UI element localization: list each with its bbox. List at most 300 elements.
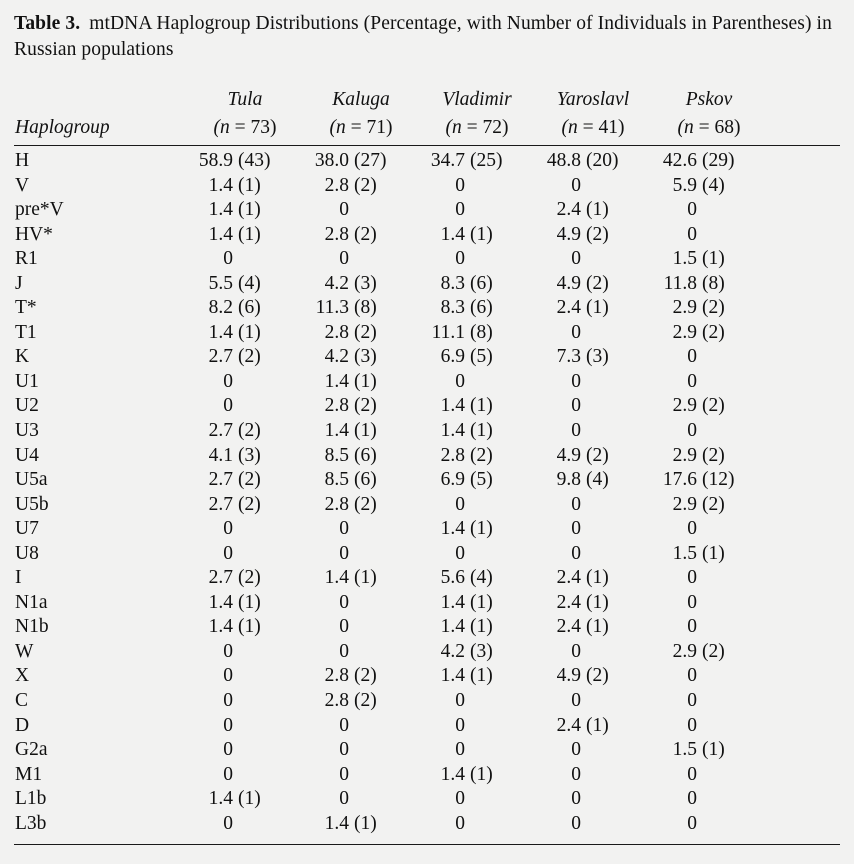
table-row: [14, 322, 840, 347]
percentage-value: 2.8: [324, 223, 349, 245]
individual-count: (3): [470, 640, 493, 662]
individual-count: (1): [470, 591, 493, 613]
table-row: [14, 543, 840, 568]
percentage-value: 2.8: [324, 690, 349, 712]
individual-count: (2): [238, 469, 261, 491]
data-cell: [535, 665, 651, 687]
percentage-value: 0: [455, 812, 465, 834]
percentage-value: 42.6: [662, 150, 697, 171]
individual-count: (1): [354, 370, 377, 392]
percentage-value: 0: [571, 812, 581, 834]
individual-count: (6): [354, 444, 377, 466]
data-cell: [419, 616, 535, 638]
percentage-value: 0: [687, 616, 697, 638]
individual-count: (1): [238, 591, 261, 613]
data-cell: [187, 420, 303, 442]
percentage-value: 2.8: [324, 174, 349, 196]
data-cell: [303, 371, 419, 393]
percentage-value: 11.8: [663, 272, 697, 294]
data-cell: [187, 371, 303, 393]
percentage-value: 8.3: [440, 272, 465, 294]
data-cell: [419, 297, 535, 319]
percentage-value: 0: [223, 812, 233, 834]
percentage-value: 0: [339, 714, 349, 736]
table-body: [14, 150, 840, 837]
individual-count: (4): [586, 469, 609, 491]
data-cell: [651, 543, 767, 565]
percentage-value: 0: [571, 788, 581, 810]
data-cell: [651, 420, 767, 442]
data-cell: [303, 150, 419, 172]
data-cell: [651, 445, 767, 467]
percentage-value: 0: [571, 248, 581, 270]
individual-count: (2): [586, 223, 609, 245]
percentage-value: 0: [687, 788, 697, 810]
percentage-value: 4.2: [324, 346, 349, 368]
data-cell: [651, 592, 767, 614]
percentage-value: 4.9: [556, 223, 581, 245]
percentage-value: 2.4: [556, 714, 581, 736]
haplogroup-label: M1: [15, 763, 43, 785]
percentage-value: 0: [687, 223, 697, 245]
data-cell: [419, 199, 535, 221]
data-cell: [419, 150, 535, 172]
table-row: [14, 665, 840, 690]
data-cell: [535, 224, 651, 246]
data-cell: [535, 518, 651, 540]
individual-count: (4): [238, 272, 261, 294]
data-cell: [419, 494, 535, 516]
individual-count: (5): [470, 346, 493, 368]
data-cell: [187, 543, 303, 565]
percentage-value: 7.3: [556, 346, 581, 368]
data-cell: [419, 567, 535, 589]
data-cell: [187, 518, 303, 540]
individual-count: (1): [702, 739, 725, 761]
individual-count: (1): [586, 591, 609, 613]
data-cell: [535, 543, 651, 565]
percentage-value: 2.8: [324, 665, 349, 687]
percentage-value: 0: [687, 420, 697, 442]
column-header-kaluga: Kaluga: [332, 89, 390, 110]
data-cell: [419, 445, 535, 467]
percentage-value: 2.7: [208, 493, 233, 515]
individual-count: (3): [586, 346, 609, 368]
percentage-value: 58.9: [198, 150, 233, 171]
table-caption-text: mtDNA Haplogroup Distributions (Percentage, with Number of Individuals in Parentheses) in Russian populations: [14, 13, 832, 60]
individual-count: (1): [238, 616, 261, 638]
table-row: [14, 469, 840, 494]
data-cell: [303, 813, 419, 835]
table-row: [14, 641, 840, 666]
data-cell: [419, 322, 535, 344]
data-cell: [303, 420, 419, 442]
percentage-value: 8.5: [324, 444, 349, 466]
data-cell: [651, 469, 767, 491]
percentage-value: 2.9: [672, 444, 697, 466]
haplogroup-label: W: [15, 640, 34, 662]
percentage-value: 6.9: [440, 469, 465, 491]
percentage-value: 0: [223, 542, 233, 564]
data-cell: [651, 567, 767, 589]
table-row: [14, 788, 840, 813]
data-cell: [187, 445, 303, 467]
data-cell: [419, 395, 535, 417]
percentage-value: 0: [339, 591, 349, 613]
percentage-value: 1.4: [208, 788, 233, 810]
haplogroup-label: K: [15, 346, 30, 368]
individual-count: (1): [238, 174, 261, 196]
percentage-value: 0: [339, 199, 349, 221]
percentage-value: 0: [455, 714, 465, 736]
percentage-value: 4.1: [208, 444, 233, 466]
individual-count: (1): [702, 542, 725, 564]
percentage-value: 0: [455, 788, 465, 810]
data-cell: [535, 715, 651, 737]
data-cell: [419, 641, 535, 663]
individual-count: (8): [470, 321, 493, 343]
data-cell: [651, 248, 767, 270]
data-cell: [303, 690, 419, 712]
percentage-value: 2.8: [440, 444, 465, 466]
data-cell: [187, 616, 303, 638]
data-cell: [419, 543, 535, 565]
table-caption: [14, 0, 840, 63]
individual-count: (2): [702, 493, 725, 515]
haplogroup-label: L1b: [15, 788, 47, 810]
percentage-value: 0: [687, 763, 697, 785]
percentage-value: 1.4: [324, 420, 349, 442]
individual-count: (3): [354, 272, 377, 294]
sample-size-vladimir: (n = 72): [445, 117, 509, 138]
percentage-value: 1.4: [324, 812, 349, 834]
percentage-value: 1.4: [440, 223, 465, 245]
data-cell: [651, 690, 767, 712]
percentage-value: 2.7: [208, 469, 233, 491]
percentage-value: 0: [571, 518, 581, 540]
data-cell: [303, 346, 419, 368]
data-cell: [419, 739, 535, 761]
table-row: [14, 371, 840, 396]
individual-count: (1): [470, 616, 493, 638]
individual-count: (2): [586, 444, 609, 466]
data-cell: [303, 273, 419, 295]
data-cell: [303, 445, 419, 467]
data-cell: [651, 665, 767, 687]
individual-count: (29): [702, 150, 735, 171]
data-cell: [303, 739, 419, 761]
table-row: [14, 395, 840, 420]
table-row: [14, 764, 840, 789]
individual-count: (1): [586, 714, 609, 736]
percentage-value: 0: [571, 321, 581, 343]
individual-count: (1): [354, 420, 377, 442]
percentage-value: 0: [687, 690, 697, 712]
data-cell: [187, 175, 303, 197]
data-cell: [303, 248, 419, 270]
percentage-value: 6.9: [440, 346, 465, 368]
percentage-value: 0: [455, 493, 465, 515]
data-cell: [187, 199, 303, 221]
percentage-value: 0: [223, 248, 233, 270]
percentage-value: 1.4: [208, 223, 233, 245]
percentage-value: 2.8: [324, 321, 349, 343]
percentage-value: 0: [571, 640, 581, 662]
individual-count: (4): [702, 174, 725, 196]
individual-count: (3): [354, 346, 377, 368]
data-cell: [535, 567, 651, 589]
percentage-value: 1.5: [672, 739, 697, 761]
data-cell: [419, 224, 535, 246]
data-cell: [187, 494, 303, 516]
table-row: [14, 224, 840, 249]
data-cell: [651, 641, 767, 663]
percentage-value: 0: [339, 788, 349, 810]
percentage-value: 1.4: [208, 591, 233, 613]
data-cell: [535, 297, 651, 319]
percentage-value: 0: [687, 665, 697, 687]
table-row: [14, 199, 840, 224]
data-cell: [419, 715, 535, 737]
percentage-value: 0: [571, 395, 581, 417]
individual-count: (2): [238, 420, 261, 442]
data-cell: [419, 813, 535, 835]
individual-count: (2): [702, 444, 725, 466]
sample-size-yaroslavl: (n = 41): [561, 117, 625, 138]
individual-count: (1): [586, 199, 609, 221]
sample-size-kaluga: (n = 71): [329, 117, 393, 138]
table-row: [14, 297, 840, 322]
percentage-value: 0: [223, 665, 233, 687]
data-cell: [303, 469, 419, 491]
data-cell: [651, 739, 767, 761]
data-cell: [535, 445, 651, 467]
data-cell: [419, 273, 535, 295]
individual-count: (2): [702, 640, 725, 662]
percentage-value: 1.5: [672, 248, 697, 270]
table-row: [14, 690, 840, 715]
table-row: [14, 420, 840, 445]
haplogroup-label: I: [15, 567, 22, 589]
haplogroup-label: D: [15, 714, 30, 736]
header-row-population-names: [14, 85, 840, 111]
data-cell: [187, 346, 303, 368]
haplogroup-label: U8: [15, 542, 39, 564]
data-cell: [535, 273, 651, 295]
data-cell: [419, 469, 535, 491]
table-row: [14, 518, 840, 543]
haplogroup-label: T*: [15, 297, 37, 319]
percentage-value: 8.2: [208, 297, 233, 319]
percentage-value: 0: [339, 518, 349, 540]
percentage-value: 0: [223, 395, 233, 417]
data-cell: [303, 665, 419, 687]
percentage-value: 1.4: [208, 174, 233, 196]
data-cell: [187, 641, 303, 663]
data-cell: [419, 175, 535, 197]
individual-count: (6): [470, 272, 493, 294]
percentage-value: 5.9: [672, 174, 697, 196]
table-row: [14, 150, 840, 175]
percentage-value: 8.5: [324, 469, 349, 491]
data-cell: [419, 690, 535, 712]
data-cell: [535, 813, 651, 835]
haplogroup-label: V: [15, 174, 30, 196]
percentage-value: 0: [339, 542, 349, 564]
individual-count: (2): [470, 444, 493, 466]
table-row: [14, 715, 840, 740]
data-cell: [303, 199, 419, 221]
individual-count: (1): [702, 248, 725, 270]
data-cell: [187, 813, 303, 835]
data-cell: [419, 518, 535, 540]
percentage-value: 0: [687, 714, 697, 736]
individual-count: (2): [586, 272, 609, 294]
individual-count: (1): [470, 665, 493, 687]
data-cell: [651, 224, 767, 246]
data-cell: [419, 371, 535, 393]
data-cell: [651, 322, 767, 344]
individual-count: (3): [238, 444, 261, 466]
data-cell: [187, 764, 303, 786]
individual-count: (2): [702, 321, 725, 343]
individual-count: (25): [470, 150, 503, 171]
percentage-value: 5.6: [440, 567, 465, 589]
individual-count: (1): [238, 788, 261, 810]
data-cell: [187, 469, 303, 491]
percentage-value: 11.1: [431, 321, 465, 343]
percentage-value: 48.8: [546, 150, 581, 171]
individual-count: (8): [354, 297, 377, 319]
percentage-value: 1.4: [324, 567, 349, 589]
data-cell: [187, 788, 303, 810]
individual-count: (1): [470, 223, 493, 245]
individual-count: (12): [702, 469, 735, 491]
individual-count: (5): [470, 469, 493, 491]
individual-count: (2): [354, 223, 377, 245]
data-cell: [535, 494, 651, 516]
haplogroup-label: U3: [15, 420, 39, 442]
data-cell: [651, 813, 767, 835]
individual-count: (2): [354, 395, 377, 417]
data-cell: [535, 420, 651, 442]
data-cell: [535, 690, 651, 712]
data-cell: [535, 592, 651, 614]
data-cell: [187, 592, 303, 614]
percentage-value: 34.7: [430, 150, 465, 171]
sample-size-tula: (n = 73): [213, 117, 277, 138]
data-cell: [651, 788, 767, 810]
data-cell: [303, 788, 419, 810]
individual-count: (2): [238, 346, 261, 368]
data-cell: [535, 346, 651, 368]
percentage-value: 0: [687, 346, 697, 368]
table-row: [14, 273, 840, 298]
haplogroup-label: U7: [15, 518, 39, 540]
percentage-value: 0: [571, 690, 581, 712]
table-header: [14, 85, 840, 139]
individual-count: (1): [470, 395, 493, 417]
percentage-value: 0: [223, 370, 233, 392]
individual-count: (2): [354, 493, 377, 515]
individual-count: (2): [354, 174, 377, 196]
percentage-value: 4.9: [556, 444, 581, 466]
individual-count: (2): [238, 567, 261, 589]
percentage-value: 0: [455, 248, 465, 270]
percentage-value: 0: [455, 690, 465, 712]
percentage-value: 0: [223, 739, 233, 761]
percentage-value: 2.9: [672, 493, 697, 515]
percentage-value: 0: [455, 542, 465, 564]
data-cell: [651, 395, 767, 417]
data-cell: [535, 616, 651, 638]
data-cell: [187, 567, 303, 589]
data-cell: [303, 567, 419, 589]
data-cell: [187, 224, 303, 246]
percentage-value: 0: [455, 370, 465, 392]
data-cell: [187, 150, 303, 172]
haplogroup-label: HV*: [15, 223, 53, 245]
percentage-value: 0: [339, 763, 349, 785]
percentage-value: 1.4: [324, 370, 349, 392]
individual-count: (1): [238, 321, 261, 343]
individual-count: (2): [354, 665, 377, 687]
individual-count: (1): [470, 420, 493, 442]
individual-count: (1): [586, 567, 609, 589]
data-cell: [419, 788, 535, 810]
table-row: [14, 616, 840, 641]
percentage-value: 2.9: [672, 395, 697, 417]
percentage-value: 2.9: [672, 321, 697, 343]
data-cell: [535, 764, 651, 786]
percentage-value: 1.4: [440, 395, 465, 417]
data-cell: [187, 273, 303, 295]
haplogroup-label: H: [15, 150, 30, 171]
data-cell: [651, 494, 767, 516]
percentage-value: 2.4: [556, 567, 581, 589]
percentage-value: 0: [571, 174, 581, 196]
table-row: [14, 592, 840, 617]
sample-size-pskov: (n = 68): [677, 117, 741, 138]
data-cell: [187, 715, 303, 737]
data-cell: [651, 371, 767, 393]
data-cell: [303, 175, 419, 197]
data-cell: [303, 518, 419, 540]
percentage-value: 0: [687, 591, 697, 613]
percentage-value: 4.2: [324, 272, 349, 294]
percentage-value: 4.2: [440, 640, 465, 662]
table-row: [14, 175, 840, 200]
data-cell: [419, 665, 535, 687]
percentage-value: 1.4: [440, 420, 465, 442]
percentage-value: 0: [687, 567, 697, 589]
data-cell: [419, 420, 535, 442]
haplogroup-label: pre*V: [15, 199, 64, 221]
data-cell: [303, 616, 419, 638]
percentage-value: 1.4: [208, 321, 233, 343]
data-cell: [535, 150, 651, 172]
table-row: [14, 248, 840, 273]
table-row: [14, 445, 840, 470]
individual-count: (1): [238, 199, 261, 221]
individual-count: (2): [238, 493, 261, 515]
percentage-value: 1.5: [672, 542, 697, 564]
percentage-value: 2.7: [208, 567, 233, 589]
percentage-value: 0: [223, 640, 233, 662]
percentage-value: 0: [455, 199, 465, 221]
percentage-value: 0: [455, 739, 465, 761]
column-header-vladimir: Vladimir: [442, 89, 512, 110]
